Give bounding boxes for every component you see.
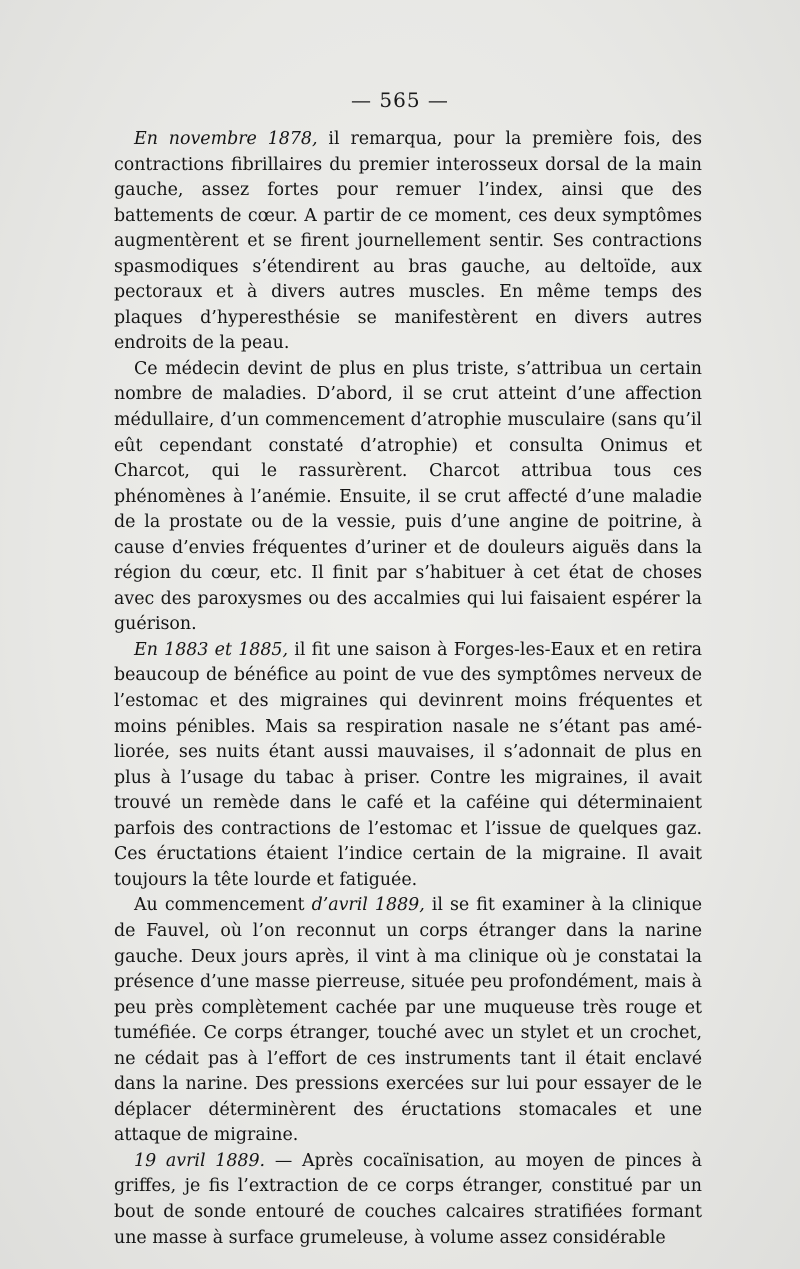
paragraph xyxy=(114,1149,702,1251)
paragraph xyxy=(114,893,702,1148)
paragraph-text: il remarqua, pour la première fois, des contractions fibrillaires du premier interosseux dorsal de la main gauche, assez fortes pour remuer l’index, ainsi que des battements de cœur. A partir de ce moment, ces deux symptômes augmentèrent et se firent journellement sentir. Ses contractions spasmodiques s’étendirent au bras gauche, au deltoïde, aux pectoraux et à divers autres muscles. En même temps des plaques d’hyperesthésie se manifestèrent en divers autres endroits de la peau. xyxy=(114,129,702,354)
paragraph-text: — Après cocaïnisation, au moyen de pinces à griffes, je fis l’extraction de ce corps étranger, constitué par un bout de sonde entouré de couches calcaires stratifiées formant une masse à surface grumeleuse, à volume assez considérable xyxy=(114,1150,702,1248)
paragraph-text: il se fit examiner à la clinique de Fauvel, où l’on reconnut un corps étranger dans la narine gauche. Deux jours après, il vint à ma clinique où je constatai la présence d’une masse pierreuse, située peu profondément, mais à peu près complètement cachée par une muqueuse très rouge et tuméfiée. Ce corps étranger, touché avec un stylet et un crochet, ne cédait pas à l’effort de ces instruments tant il était enclavé dans la narine. Des pressions exercées sur lui pour essayer de le déplacer déterminèrent des éructations stomacales et une attaque de migraine. xyxy=(114,895,702,1146)
paragraph-text: Ce médecin devint de plus en plus triste, s’attribua un certain nombre de maladies. D’abord, il se crut atteint d’une affection médullaire, d’un commencement d’atrophie musculaire (sans qu’il eût cependant constaté d’atrophie) et consulta Onimus et Charcot, qui le rassurèrent. Charcot attribua tous ces phénomènes à l’anémie. Ensuite, il se crut affecté d’une maladie de la prostate ou de la vessie, puis d’une angine de poitrine, à cause d’envies fréquentes d’uriner et de douleurs aiguës dans la région du cœur, etc. Il finit par s’habituer à cet état de choses avec des paroxysmes ou des accalmies qui lui faisaient espérer la guérison. xyxy=(114,358,702,635)
date-lead: 19 avril 1889. xyxy=(134,1150,266,1171)
paragraph xyxy=(114,638,702,893)
paragraph-text: il fit une saison à Forges-les-Eaux et en retira beaucoup de bénéfice au point de vue des symptômes nerveux de l’estomac et des migraines qui devinrent moins fréquentes et moins pénibles. Mais sa respiration nasale ne s’étant pas améliorée, ses nuits étant aussi mauvaises, il s’adonnait de plus en plus à l’usage du tabac à priser. Contre les migraines, il avait trouvé un remède dans le café et la caféine qui déterminaient parfois des contractions de l’estomac et l’issue de quelques gaz. Ces éructations étaient l’indice certain de la migraine. Il avait toujours la tête lourde et fatiguée. xyxy=(114,639,702,890)
paragraph xyxy=(114,357,702,638)
date-lead: En novembre 1878, xyxy=(134,129,318,149)
paragraph xyxy=(114,127,702,357)
body-text xyxy=(114,127,702,1251)
page-number: — 565 — xyxy=(351,88,449,112)
date-lead: d’avril 1889, xyxy=(311,895,425,916)
date-lead: En 1883 et 1885, xyxy=(134,639,288,660)
paragraph-pre: Au commencement xyxy=(134,895,312,916)
